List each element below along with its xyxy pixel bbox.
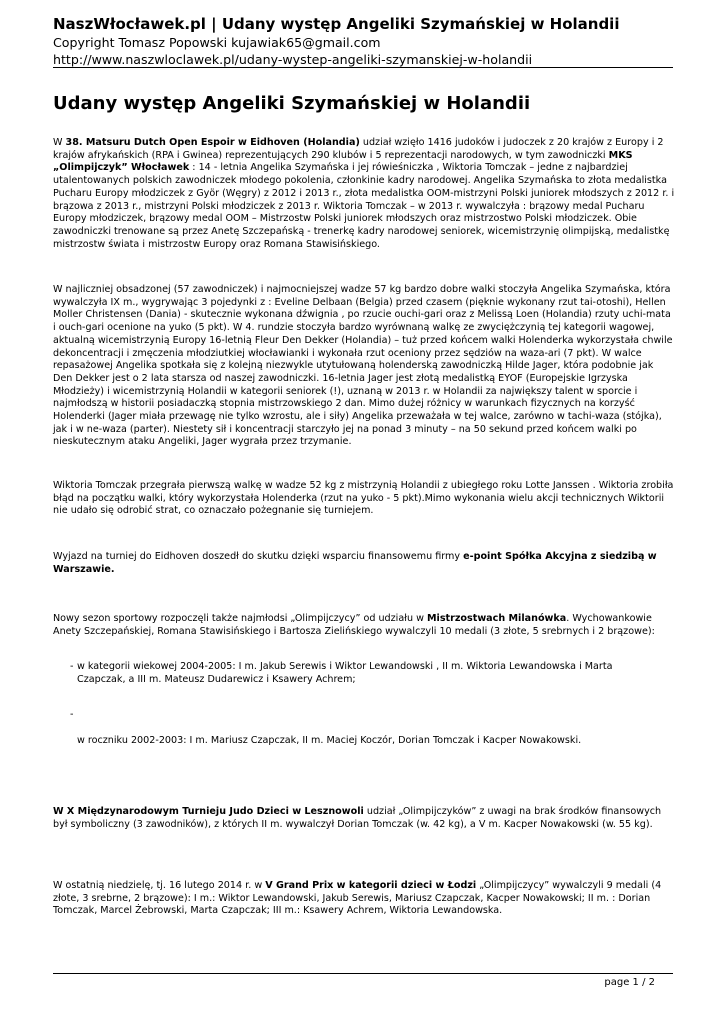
p5-text-c: . Wychowankowie Anety Szczepańskiej, Romana Stawisińskiego i Bartosza Zielińskiego wywalczyli 10 medali (3 złote, 5 srebrnych i 2 brązowe): (53, 613, 655, 637)
paragraph-2: W najliczniej obsadzonej (57 zawodniczek) i najmocniejszej wadze 57 kg bardzo dobre walki stoczyła Angelika Szymańska, która wywalczyła IX m., wygrywając 3 pojedynki z : Eveline Delbaan (Belgia) przed czasem (pięknie wykonany rzut tai-otoshi), Hellen Moller Christensen (Dania) - skutecznie wykonana dźwignia , po rzucie ouchi-gari oraz z Melissą Loen (Holandia) rzuty uchi-mata i ouch-gari ocenione na yuko (5 pkt). W 4. rundzie stoczyła bardzo wyrównaną walkę ze zwyciężczynią tej kategorii wagowej, aktualną wicemistrzynią Europy 16-letnią Fleur Den Dekker (Holandia) – tuż przed końcem walki Holenderka wykorzystała chwile dekoncentracji i zmęczenia młodziutkiej włocławianki i wykonała rzut oceniony przez sędziów na waza-ari (7 pkt). W walce repasażowej Angelika spotkała się z kolejną niezwykle utytułowaną holenderską zawodniczką Hilde Jager, która podobnie jak Den Dekker jest o 2 lata starsza od naszej zawodniczki. 16-letnia Jager jest złotą medalistką EYOF (Europejskie Igrzyska Młodzieży) i wicemistrzynią Holandii w kategorii seniorek (!), uznaną w 2013 r. w Holandii za największy talent w sporcie i najmłodszą w historii posiadaczką stopnia mistrzowskiego 2 dan. Mimo dużej różnicy w warunkach fizycznych na korzyść Holenderki (Jager miała przewagę nie tylko wzrostu, ale i siły) Angelika przeważała w tej walce, zarówno w tachi-waza (stójka), jak i w ne-waza (parter). Niestety sił i koncentracji starczyło jej na ponad 3 minuty – na 50 sekund przed końcem walki po nieskutecznym ataku Angeliki, Jager wygrała przez trzymanie. (53, 284, 673, 448)
p4-text: Wyjazd na turniej do Eidhoven doszedł do skutku dzięki wsparciu finansowemu firmy (53, 551, 464, 562)
p5-bold-event: Mistrzostwach Milanówka (426, 613, 567, 624)
paragraph-6 (53, 806, 675, 831)
list-dash-2: - (70, 709, 74, 720)
p6-text: udział „Olimpijczyków” z uwagi na brak środków finansowych był symboliczny (3 zawodników), z których II m. wywalczył Dorian Tomczak (w. 42 kg), a V m. Kacper Nowakowski (w. 55 kg). (53, 806, 662, 830)
list-item-1: w kategorii wiekowej 2004-2005: I m. Jakub Serewis i Wiktor Lewandowski , II m. Wiktoria Lewandowska i Marta Czapczak, a III m. Mateusz Dudarewicz i Ksawery Achrem; (77, 661, 613, 685)
page-number: page 1 / 2 (604, 977, 655, 988)
article-title: Udany występ Angeliki Szymańskiej w Holandii (53, 93, 531, 114)
page-header (53, 14, 673, 68)
p7-bold-event: V Grand Prix w kategorii dzieci w Łodzi (265, 880, 477, 891)
paragraph-3: Wiktoria Tomczak przegrała pierwszą walkę w wadze 52 kg z mistrzynią Holandii z ubiegłego roku Lotte Janssen . Wiktoria zrobiła błąd na początku walki, który wykorzystała Holenderka (rzut na yuko - 5 pkt).Mimo wykonania wielu akcji technicznych Wiktorii nie udało się odrobić strat, co oznaczało pożegnanie się turniejem. (53, 480, 674, 517)
p1-text-a: W (53, 137, 66, 148)
list-item-2: w roczniku 2002-2003: I m. Mariusz Czapczak, II m. Maciej Koczór, Dorian Tomczak i Kacper Nowakowski. (77, 735, 582, 746)
p4-bold-sponsor: e-point Spółka Akcyjna z siedzibą w Warszawie. (53, 551, 657, 575)
header-url: http://www.naszwloclawek.pl/udany-wystep-angeliki-szymanskiej-w-holandii (53, 52, 533, 67)
p7-text-c: „Olimpijczycy” wywalczyli 9 medali (4 złote, 3 srebrne, 2 brązowe): I m.: Wiktor Lewandowski, Jakub Serewis, Mariusz Czapczak, Kacper Nowakowski; II m. : Dorian Tomczak, Marcel Żebrowski, Marta Czapczak; III m.: Ksawery Achrem, Wiktoria Lewandowska. (53, 880, 662, 917)
paragraph-1 (53, 137, 675, 251)
p7-text-a: W ostatnią niedzielę, tj. 16 lutego 2014 r. w (53, 880, 266, 891)
paragraph-5 (53, 613, 675, 638)
header-title: NaszWłocławek.pl | Udany występ Angeliki Szymańskiej w Holandii (53, 15, 620, 33)
p5-text-a: Nowy sezon sportowy rozpoczęli także najmłodsi „Olimpijczycy” od udziału w (53, 613, 427, 624)
header-copyright: Copyright Tomasz Popowski kujawiak65@gmail.com (53, 35, 381, 50)
list-dash-1: - (70, 661, 74, 672)
p1-text-d: : 14 - letnia Angelika Szymańska i jej rówieśniczka , Wiktoria Tomczak – jedne z najbardziej utalentowanych polskich zawodniczek młodego pokolenia, członkinie kadry narodowej. Angelika Szymańska to złota medalistka Pucharu Europy młodziczek z Györ (Węgry) z 2012 i 2013 r., złota medalistka OOM-mistrzyni Polski juniorek młodszych z 2012 r. i brązowa z 2013 r., mistrzyni Polski młodziczek z 2013 r. Wiktoria Tomczak – w 2013 r. wywalczyła : brązowy medal Pucharu Europy młodziczek, brązowy medal OOM – Mistrzostw Polski juniorek młodszych oraz mistrzostwo Polski młodziczek. Obie zawodniczki trenowane są przez Anetę Szczepańską - trenerkę kadry narodowej seniorek, wicemistrzynię olimpijską, medalistkę mistrzostw świata i mistrzostw Europy oraz Romana Stawisińskiego. (53, 162, 675, 250)
header-rule (53, 67, 673, 68)
p1-bold-club: MKS „Olimpijczyk” Włocławek (53, 149, 633, 174)
footer-rule (53, 973, 673, 974)
paragraph-7 (53, 880, 675, 918)
p1-bold-event: 38. Matsuru Dutch Open Espoir w Eidhoven (Holandia) (65, 137, 360, 148)
p1-text-c: udział wzięło 1416 judoków i judoczek z 20 krajów z Europy i 2 krajów afrykańskich (RPA i Gwinea) reprezentujących 290 klubów i 5 reprezentacji narodowych, w tym zawodniczki (53, 137, 664, 161)
paragraph-4 (53, 551, 675, 576)
p6-bold-event: W X Międzynarodowym Turnieju Judo Dzieci w Lesznowoli (53, 806, 364, 817)
